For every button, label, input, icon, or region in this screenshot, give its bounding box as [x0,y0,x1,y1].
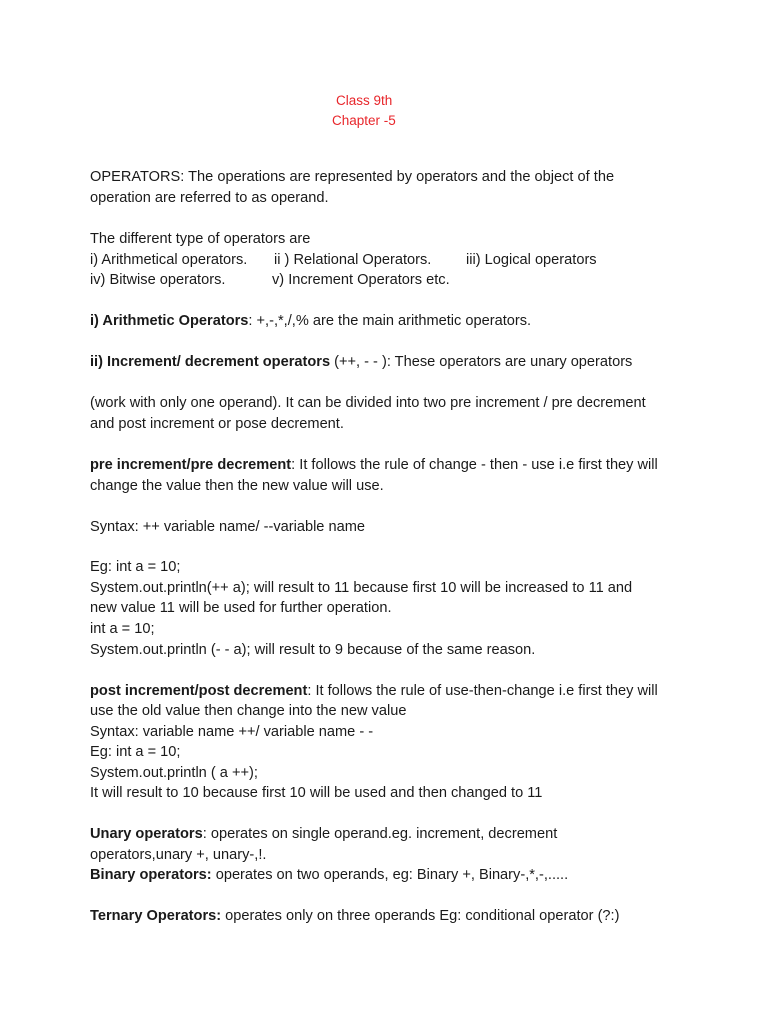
type-item-increment: v) Increment Operators etc. [272,272,450,288]
ternary-label: Ternary Operators: [90,908,222,924]
pre-example-3: new value 11 will be used for further operation. [90,600,392,616]
arithmetic-label: i) Arithmetic Operators [90,313,249,329]
arithmetic-paragraph [90,311,531,331]
post-syntax: Syntax: variable name ++/ variable name - - [90,724,374,740]
increment-label: ii) Increment/ decrement operators [90,354,331,370]
types-row-2 [90,270,450,290]
types-heading: The different type of operators are [90,231,311,247]
post-line-2: use the old value then change into the new value [90,703,407,719]
types-row-1 [90,250,597,270]
unary-paragraph [90,824,557,844]
pre-example-2: System.out.println(++ a); will result to 11 because first 10 will be increased to 11 and [90,580,633,596]
post-paragraph [90,681,658,701]
intro-line-2: operation are referred to as operand. [90,190,329,206]
pre-paragraph [90,455,658,475]
intro-line-1: OPERATORS: The operations are represented by operators and the object of the [90,169,615,185]
pre-example-5: System.out.println (- - a); will result to 9 because of the same reason. [90,642,536,658]
post-example-3: It will result to 10 because first 10 will be used and then changed to 11 [90,785,543,801]
ternary-paragraph [90,906,619,926]
binary-paragraph [90,865,568,885]
type-item-logical: iii) Logical operators [466,252,597,268]
increment-line-3: and post increment or pose decrement. [90,416,344,432]
post-example-1: Eg: int a = 10; [90,744,181,760]
binary-label: Binary operators: [90,867,212,883]
pre-syntax: Syntax: ++ variable name/ --variable name [90,519,365,535]
type-item-bitwise: iv) Bitwise operators. [90,272,226,288]
class-label: Class 9th [336,93,393,108]
type-item-relational: ii ) Relational Operators. [274,252,432,268]
pre-label: pre increment/pre decrement [90,457,292,473]
increment-text: (++, - - ): These operators are unary operators [330,354,633,370]
unary-text: : operates on single operand.eg. increment, decrement [202,826,558,842]
pre-example-1: Eg: int a = 10; [90,559,181,575]
increment-paragraph [90,352,632,372]
ternary-text: operates only on three operands Eg: conditional operator (?:) [221,908,620,924]
chapter-label: Chapter -5 [332,113,396,128]
increment-line-2: (work with only one operand). It can be divided into two pre increment / pre decrement [90,395,646,411]
pre-text: : It follows the rule of change - then - use i.e first they will [291,457,658,473]
type-item-arithmetical: i) Arithmetical operators. [90,252,248,268]
pre-example-4: int a = 10; [90,621,155,637]
unary-label: Unary operators [90,826,203,842]
binary-text: operates on two operands, eg: Binary +, Binary-,*,-,..... [211,867,569,883]
post-text: : It follows the rule of use-then-change i.e first they will [307,683,658,699]
unary-line-2: operators,unary +, unary-,!. [90,847,267,863]
pre-line-2: change the value then the new value will use. [90,478,384,494]
post-example-2: System.out.println ( a ++); [90,765,258,781]
post-label: post increment/post decrement [90,683,308,699]
arithmetic-text: : +,-,*,/,% are the main arithmetic operators. [248,313,532,329]
